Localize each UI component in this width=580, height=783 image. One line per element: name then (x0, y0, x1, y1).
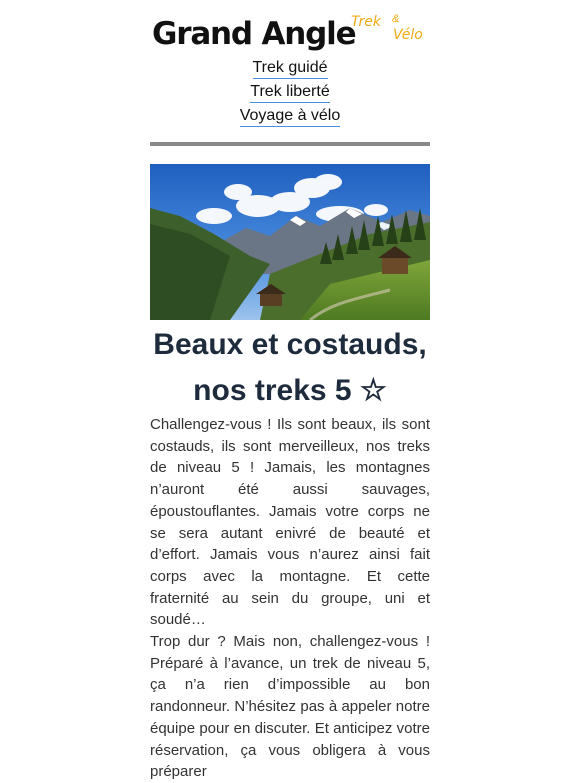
brand-tag-amp: & (392, 13, 400, 25)
article-body (150, 414, 430, 783)
article-paragraph-2: Trop dur ? Mais non, challengez-vous ! Préparé à l’avance, un trek de niveau 5, ça n’a rien d’impossible au bon randonneur. N’hésitez pas à appeler notre équipe pour en discuter. Et anticipez votre réservation, ça vous obligera à vous préparer (150, 633, 430, 781)
brand-tag-trek: Trek (351, 14, 381, 30)
nav-link-trek-liberte[interactable]: Trek liberté (250, 81, 329, 103)
brand-tag-velo: Vélo (393, 27, 423, 43)
main-nav (150, 57, 430, 127)
nav-link-voyage-velo[interactable]: Voyage à vélo (240, 105, 341, 127)
brand-logo[interactable] (150, 14, 430, 60)
brand-name: Grand Angle (152, 16, 356, 52)
header (150, 14, 430, 127)
email-container (150, 0, 430, 783)
header-divider (150, 142, 430, 146)
article-title: Beaux et costauds, nos treks 5 ☆ (153, 328, 427, 407)
nav-link-trek-guide[interactable]: Trek guidé (253, 57, 328, 79)
hero-image[interactable] (150, 164, 430, 320)
article-paragraph-1: Challengez-vous ! Ils sont beaux, ils sont costauds, ils sont merveilleux, nos treks de niveau 5 ! Jamais, les montagnes n’auront été aussi sauvages, époustouflantes. Jamais votre corps ne se sera autant enivré de beauté et d’effort. Jamais vous n’aurez ainsi fait corps avec la montagne. Et cette fraternité au sein du groupe, uni et soudé… (150, 416, 430, 629)
